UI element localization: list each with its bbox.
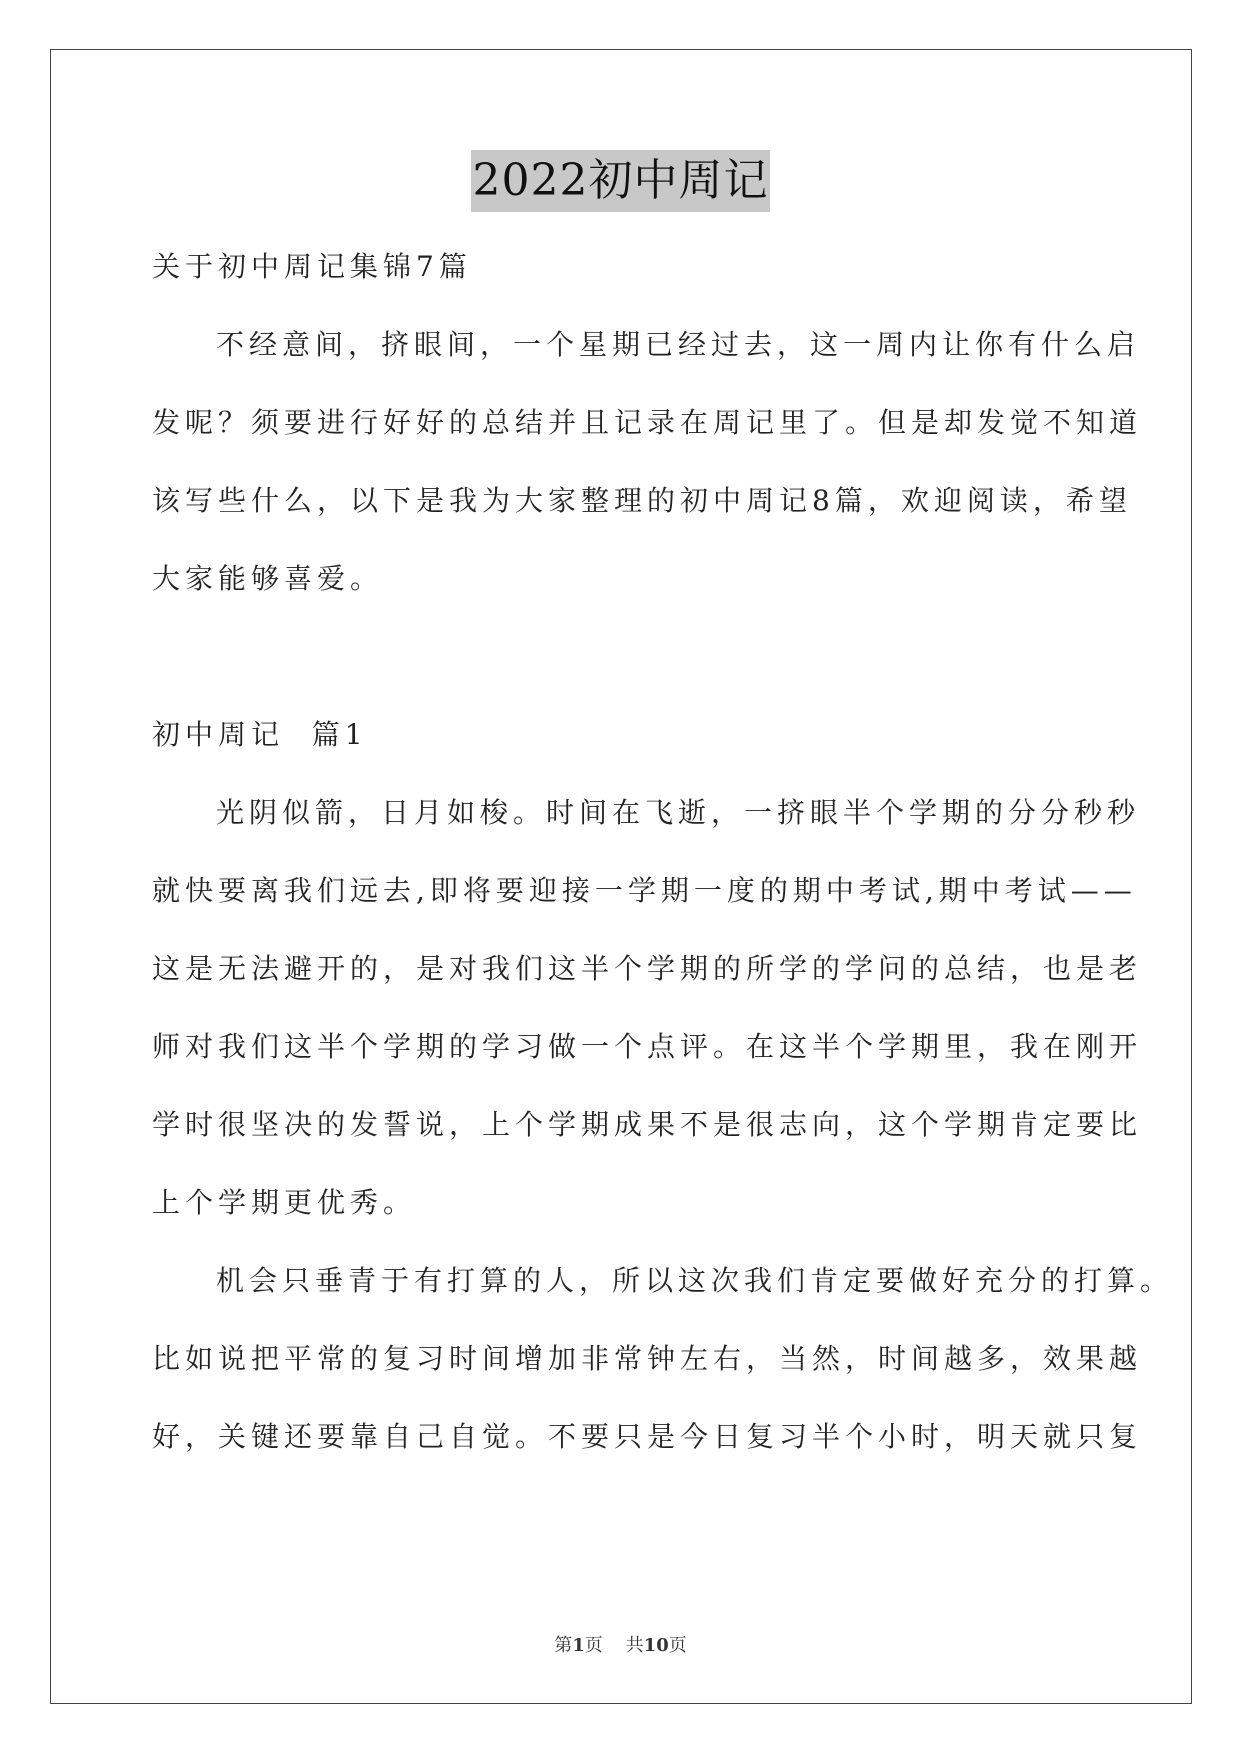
footer-prefix: 第 xyxy=(554,1635,573,1656)
paragraph-line: 比如说把平常的复习时间增加非常钟左右，当然，时间越多，效果越 xyxy=(152,1342,1143,1375)
paragraph-line: 光阴似箭，日月如梭。时间在飞逝，一挤眼半个学期的分分秒秒 xyxy=(216,796,1141,829)
paragraph-line: 好，关键还要靠自己自觉。不要只是今日复习半个小时，明天就只复 xyxy=(152,1420,1143,1453)
blank-line xyxy=(152,618,1094,696)
subtitle: 关于初中周记集锦7篇 xyxy=(152,250,472,283)
footer-mid: 页 共 xyxy=(584,1635,644,1656)
paragraph-line: 就快要离我们远去,即将要迎接一学期一度的期中考试,期中考试—— xyxy=(152,874,1137,907)
document-body xyxy=(152,228,1174,1476)
paragraph-line: 师对我们这半个学期的学习做一个点评。在这半个学期里，我在刚开 xyxy=(152,1030,1143,1063)
title-wrap xyxy=(0,150,1241,212)
intro-line: 大家能够喜爱。 xyxy=(152,562,384,595)
intro-line: 该写些什么，以下是我为大家整理的初中周记8篇，欢迎阅读，希望 xyxy=(152,484,1132,517)
footer-suffix: 页 xyxy=(668,1635,687,1656)
page-footer xyxy=(0,1631,1241,1657)
document-title: 2022初中周记 xyxy=(471,150,771,212)
footer-total-pages: 10 xyxy=(643,1635,669,1656)
section-heading: 初中周记 篇1 xyxy=(152,718,368,751)
paragraph-line: 机会只垂青于有打算的人，所以这次我们肯定要做好充分的打算。 xyxy=(216,1264,1174,1297)
intro-line: 发呢？须要进行好好的总结并且记录在周记里了。但是却发觉不知道 xyxy=(152,406,1143,439)
intro-line: 不经意间，挤眼间，一个星期已经过去，这一周内让你有什么启 xyxy=(216,328,1141,361)
paragraph-line: 这是无法避开的，是对我们这半个学期的所学的学问的总结，也是老 xyxy=(152,952,1143,985)
paragraph-line: 学时很坚决的发誓说，上个学期成果不是很志向，这个学期肯定要比 xyxy=(152,1108,1143,1141)
footer-page-number: 1 xyxy=(572,1635,585,1656)
paragraph-line: 上个学期更优秀。 xyxy=(152,1186,417,1219)
